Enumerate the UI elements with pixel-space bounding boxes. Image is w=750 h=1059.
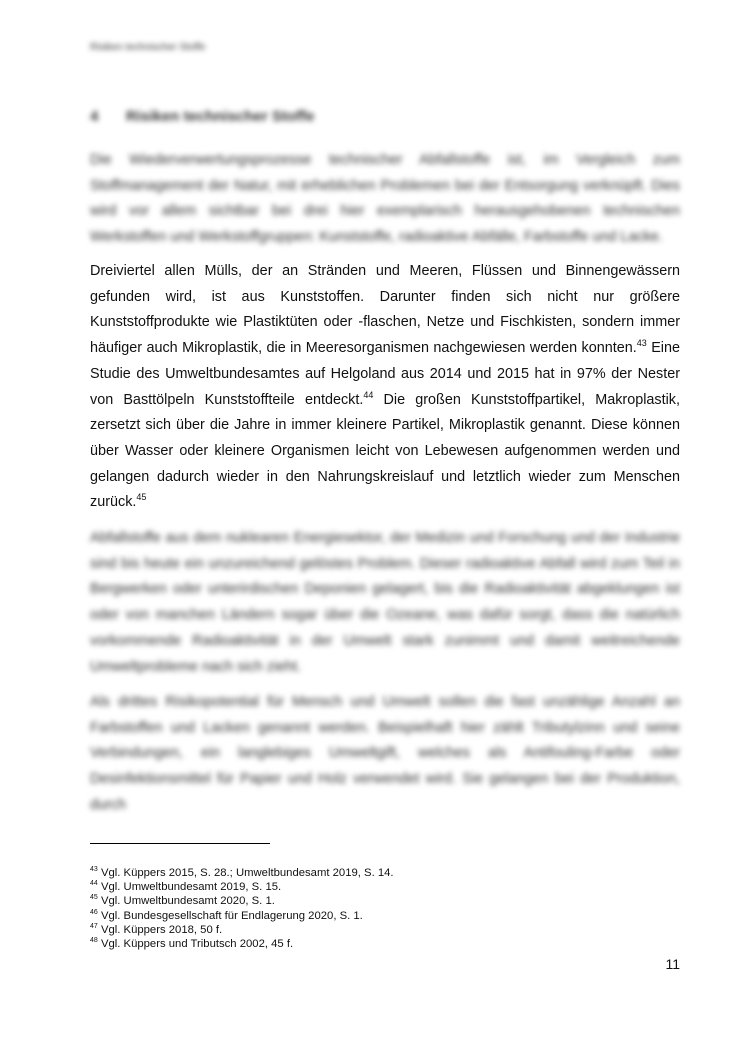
section-heading bbox=[90, 108, 314, 125]
footnote-number: 47 bbox=[90, 923, 98, 931]
section-title: Risiken technischer Stoffe bbox=[126, 108, 315, 125]
footnote-item bbox=[90, 880, 680, 894]
paragraph-dyes: Als drittes Risikopotential für Mensch und Umwelt sollen die fast unzählige Anzahl an Farbstoffen und Lacken genannt werden. Beispielhaft hier zählt Tributylzinn und seine Verbindungen, ein langlebiges Umweltgift, welches als Antifouling-Farbe oder Desinfektionsmittel für Papier und Holz verwendet wird. Sie gelangen bei der Produktion, durch bbox=[90, 694, 680, 813]
footnote-item bbox=[90, 923, 680, 937]
footnote-item bbox=[90, 894, 680, 908]
footnote-item bbox=[90, 909, 680, 923]
footnote-ref-45: 45 bbox=[136, 492, 147, 503]
paragraph-plastics-text-3: Die großen Kunststoffpartikel, Makroplastik, zersetzt sich über die Jahre in immer kleinere Partikel, Mikroplastik genannt. Diese können über Wasser oder kleinere Organismen leicht von Lebewesen aufgenommen werden und gelangen dadurch wieder in den Nahrungskreislauf und letztlich wieder zum Menschen zurück. bbox=[90, 391, 680, 511]
footnote-number: 44 bbox=[90, 880, 98, 888]
footnote-number: 43 bbox=[90, 866, 98, 874]
footnote-text: Vgl. Umweltbundesamt 2019, S. 15. bbox=[100, 881, 282, 894]
footnote-item bbox=[90, 937, 680, 951]
footnote-text: Vgl. Küppers und Tributsch 2002, 45 f. bbox=[100, 938, 294, 951]
paragraph-radioactive: Abfallstoffe aus dem nuklearen Energiesektor, der Medizin und Forschung und der Industrie sind bis heute ein unzureichend gelöstes Problem. Dieser radioaktive Abfall wird zum Teil in Bergwerken oder unterirdischen Deponien gelagert, bis die Radioaktivität abgeklungen ist oder von manchen Ländern sogar über die Ozeane, was dafür sorgt, dass die natürlich vorkommende Radioaktivität in der Umwelt stark zunimmt und damit weitreichende Umweltprobleme nach sich zieht. bbox=[90, 530, 680, 675]
paragraph-plastics bbox=[90, 259, 680, 516]
section-number: 4 bbox=[90, 108, 99, 125]
paragraph-plastics-text-2: Eine Studie des Umweltbundesamtes auf Helgoland aus 2014 und 2015 hat in 97% der Nester von Basttölpeln Kunststoffteile entdeckt. bbox=[90, 340, 680, 408]
footnote-number: 46 bbox=[90, 908, 98, 916]
paragraph-intro: Die Wiederverwertungsprozesse technischer Abfallstoffe ist, im Vergleich zum Stoffmanagement der Natur, mit erheblichen Problemen bei der Entsorgung verknüpft. Dies wird vor allem sichtbar bei drei hier exemplarisch herausgehobenen technischen Werkstoffen und Werkstoffgruppen: Kunststoffe, radioaktive Abfälle, Farbstoffe und Lacke. bbox=[90, 152, 680, 246]
paragraph-plastics-text-1: Dreiviertel allen Mülls, der an Stränden und Meeren, Flüssen und Binnengewässern gefunden wird, ist aus Kunststoffen. Darunter finden sich nicht nur größere Kunststoffprodukte wie Plastiktüten oder -flaschen, Netze und Fischkisten, sondern immer häufiger auch Mikroplastik, die in Meeresorganismen nachgewiesen werden konnten. bbox=[90, 263, 680, 357]
footnote-number: 48 bbox=[90, 937, 98, 945]
footnote-item bbox=[90, 866, 680, 880]
footnote-text: Vgl. Umweltbundesamt 2020, S. 1. bbox=[100, 895, 275, 908]
footnote-text: Vgl. Bundesgesellschaft für Endlagerung 2020, S. 1. bbox=[100, 909, 363, 922]
footnotes bbox=[90, 866, 680, 951]
page-number: 11 bbox=[665, 956, 680, 972]
footnote-text: Vgl. Küppers 2015, S. 28.; Umweltbundesamt 2019, S. 14. bbox=[100, 867, 394, 879]
footnote-ref-43: 43 bbox=[636, 338, 647, 349]
footnote-text: Vgl. Küppers 2018, 50 f. bbox=[100, 923, 223, 936]
footnote-number: 45 bbox=[90, 894, 98, 902]
running-head: Risiken technischer Stoffe bbox=[90, 42, 206, 53]
footnote-separator bbox=[90, 843, 270, 844]
footnote-ref-44: 44 bbox=[363, 389, 374, 400]
